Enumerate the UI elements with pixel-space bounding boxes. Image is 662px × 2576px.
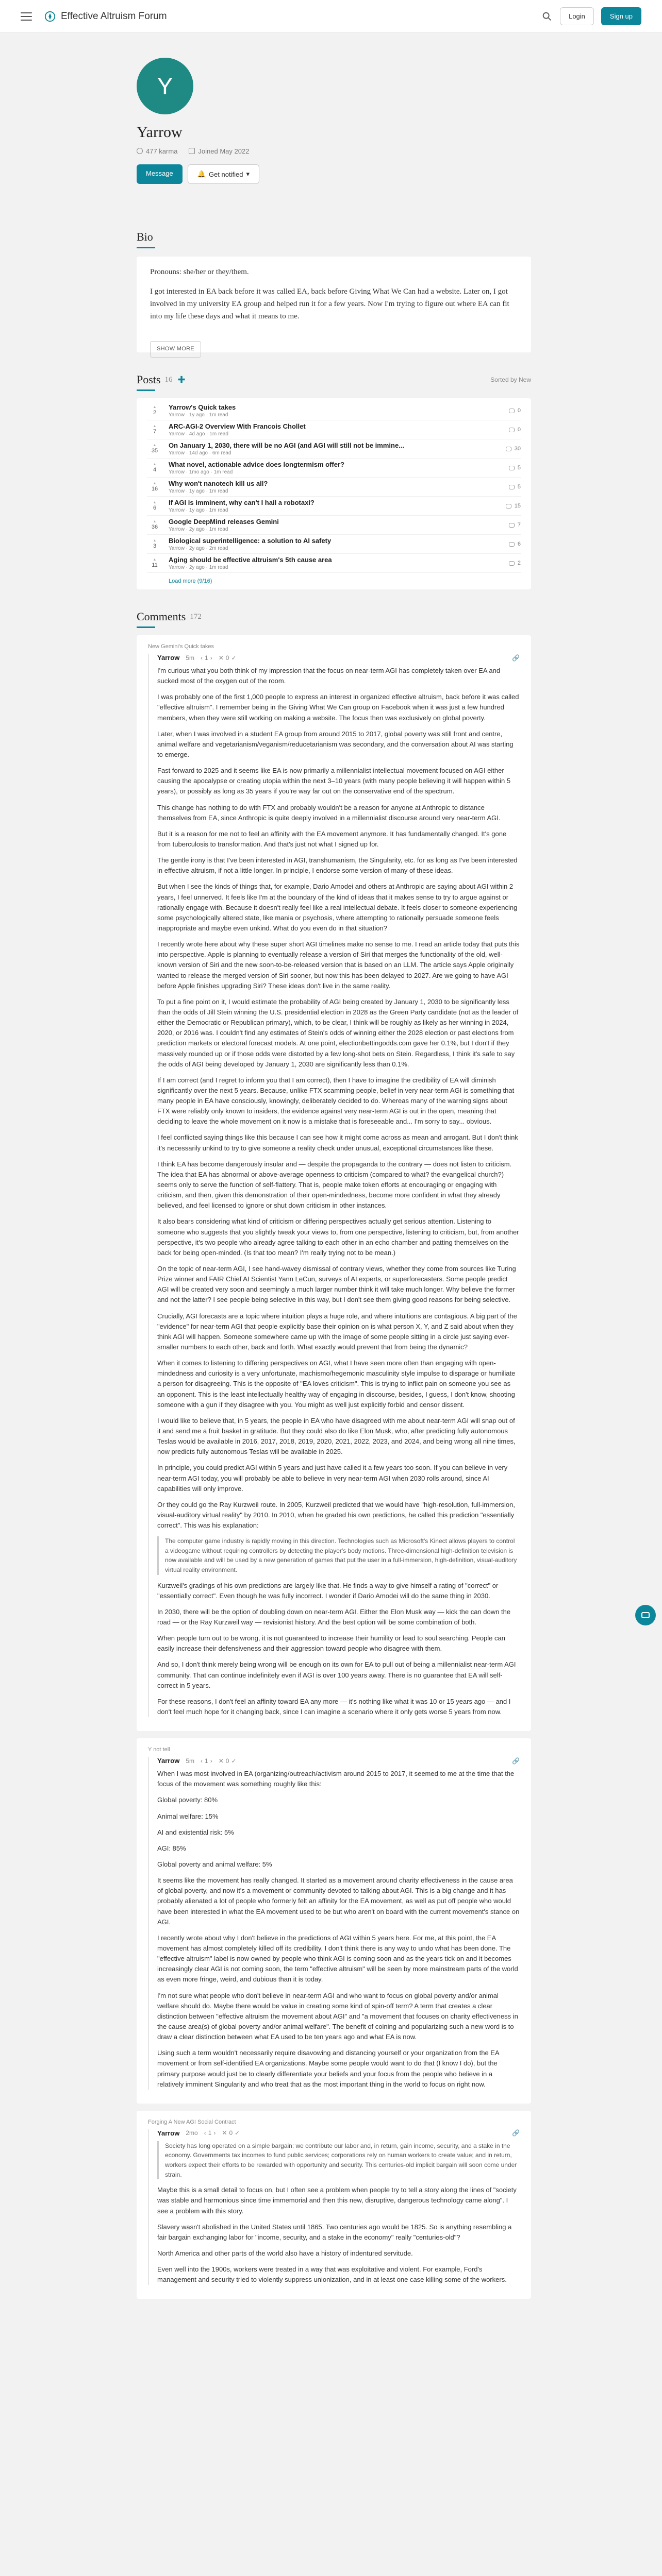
forum-logo-icon[interactable] bbox=[44, 11, 56, 22]
post-comment-count[interactable] bbox=[506, 446, 521, 452]
post-comment-count[interactable] bbox=[509, 427, 521, 433]
comment-header bbox=[157, 1757, 520, 1765]
permalink-icon[interactable]: 🔗 bbox=[512, 2129, 520, 2137]
agree-vote bbox=[219, 654, 237, 662]
comment-paragraph: Crucially, AGI forecasts are a topic where intuition plays a huge role, and where intuitions are contagious. A big part of the "evidence" for near-term AGI that people explicitly base their opinion on is what person X, Y, and Z said about when they think AGI will happen. Someone somewhere came up with the image of some people sitting in a circle just saying ever-smaller numbers to each other, back and forth. What exactly would prevent that from being the dynamic? bbox=[157, 1312, 517, 1351]
joined-text: Joined May 2022 bbox=[198, 147, 250, 155]
post-comment-count[interactable] bbox=[509, 465, 521, 471]
disagree-icon[interactable]: ✕ bbox=[218, 1757, 224, 1765]
comment-bubble-icon bbox=[509, 485, 515, 489]
comment-paragraph: It seems like the movement has really changed. It started as a movement around charity effectiveness in the cause area of global poverty, and now it's a movement or community devoted to talking about AGI. This is a big change and it has probably alienated a lot of people who formerly felt an affinity for the EA movement, as well as put off people who would have been interested in what the EA movement used to be but who aren't on board with the current movement's stance on AGI. bbox=[157, 1876, 520, 1926]
agree-vote bbox=[222, 2129, 240, 2137]
comment-paragraph: I feel conflicted saying things like this because I can see how it might come across as mean and arrogant. But I don't think it's necessarily unkind to try to give someone a reality check under unusual, exceptional circumstances like these. bbox=[157, 1133, 518, 1152]
comment-header bbox=[157, 2129, 520, 2137]
agree-vote-value: 0 bbox=[229, 2129, 233, 2137]
comment bbox=[148, 2129, 520, 2285]
comment-paragraph: I think EA has become dangerously insular and — despite the propaganda to the contrary — does not listen to criticism. The idea that EA has abnormal or above-average openness to criticism (compared to what? the evangelical church?) seems only to serve the function of self-flattery. That is, people make token efforts at encouraging or engaging with criticism, and then, given this demonstration of their open-mindedness, become more confident in what they already believed, and feel licensed to ignore or shut down criticism in other instances. bbox=[157, 1160, 512, 1210]
comment-paragraph: Using such a term wouldn't necessarily require disavowing and distancing yourself or your organization from the EA movement or from self-identified EA organizations. Maybe some people would want to do that (I know I do), but the primary purpose would just be to clearly differentiate your beliefs and your focus from the people who believe in a relatively imminent Singularity and who treat that as the most important thing in the world to focus on right now. bbox=[157, 2049, 499, 2088]
post-comment-count-value: 0 bbox=[517, 408, 521, 414]
comment-paragraph: And so, I don't think merely being wrong will be enough on its own for EA to pull out of being a millennialist near-term AGI community. That can continue indefinitely even if AGI is over 100 years away. There is no guarantee that EA will self-correct in 5 years. bbox=[157, 1660, 516, 1689]
permalink-icon[interactable]: 🔗 bbox=[512, 654, 520, 662]
post-karma[interactable] bbox=[147, 463, 162, 473]
comment-paragraph: Later, when I was involved in a student EA group from around 2015 to 2017, global poverty was still front and centre, animal welfare and vegetarianism/veganism/reducetarianism was secondary, and the conversation about AI was starting to emerge. bbox=[157, 730, 514, 758]
post-list bbox=[137, 398, 531, 589]
post-item[interactable] bbox=[147, 554, 521, 573]
post-meta: Yarrow · 1y ago · 1m read bbox=[169, 507, 228, 513]
comment-author[interactable]: Yarrow bbox=[157, 2129, 180, 2137]
post-karma-value: 36 bbox=[151, 523, 158, 530]
karma-icon bbox=[137, 148, 143, 154]
agree-vote-value: 0 bbox=[225, 654, 229, 662]
post-karma[interactable] bbox=[147, 539, 162, 549]
comment-quote: Society has long operated on a simple bargain: we contribute our labor and, in return, gain income, security, and a stake in the economy. Governments tax incomes to fund public services; corporations rely on human workers to create value; and in return, workers expect their efforts to be rewarded with opportunity and security. This centuries-old implicit bargain will soon come under strain. bbox=[157, 2141, 520, 2179]
bio-paragraph: Pronouns: she/her or they/them. bbox=[150, 268, 249, 276]
chat-icon bbox=[641, 1612, 650, 1618]
post-body bbox=[169, 518, 509, 532]
upvote-icon[interactable]: ▲ bbox=[153, 558, 157, 562]
joined-stat bbox=[189, 147, 249, 155]
comment-paragraph: When it comes to listening to differing perspectives on AGI, what I have seen more often than engaging with open-mindedness and curiosity is a very unfortunate, machismo/hegemonic masculinity style impulse to disparage or humiliate a person for disagreeing. This is the opposite of "EA loves criticism". This is trying to inflict pain on someone you see as an opponent. This is the least intellectually healthy way of engaging in discourse, besides, I guess, I don't know, shooting someone with a gun if they disagree with you. You might as well just explicitly forbid and censor dissent. bbox=[157, 1359, 516, 1409]
comment-paragraph: I would like to believe that, in 5 years, the people in EA who have disagreed with me about near-term AGI will snap out of it and send me a fruit basket in gratitude. But they could also do like Elon Musk, who, after predicting fully autonomous Teslas would be available in 2016, 2017, 2018, 2019, 2020, 2021, 2022, 2023, and 2024, and being wrong all nine times, now predicts fully autonomous Teslas will be available in 2025. bbox=[157, 1416, 516, 1456]
post-comment-count[interactable] bbox=[509, 484, 521, 490]
comment bbox=[148, 1757, 520, 2090]
agree-vote bbox=[219, 1757, 237, 1765]
karma-vote-value: 1 bbox=[205, 1757, 208, 1765]
comment-paragraph: In principle, you could predict AGI within 5 years and just have called it a few years too soon. If you can believe in very near-term AGI today, you will probably be able to believe in very near-term AGI when 2030 rolls around, since AI capabilities will only improve. bbox=[157, 1464, 508, 1493]
agree-icon[interactable]: ✓ bbox=[231, 1757, 237, 1765]
top-header bbox=[0, 0, 662, 33]
comment-thread bbox=[137, 2111, 531, 2299]
comment-bubble-icon bbox=[509, 561, 515, 566]
post-karma-value: 7 bbox=[153, 428, 157, 435]
post-meta: Yarrow · 1mo ago · 1m read bbox=[169, 469, 233, 475]
comment-author[interactable]: Yarrow bbox=[157, 1757, 180, 1765]
post-meta: Yarrow · 1y ago · 1m read bbox=[169, 488, 228, 494]
post-comment-count[interactable] bbox=[506, 503, 521, 509]
karma-vote bbox=[201, 654, 212, 662]
post-comment-count-value: 6 bbox=[517, 541, 521, 547]
thread-post-title[interactable]: New Gemini's Quick takes bbox=[148, 643, 214, 650]
message-button[interactable]: Message bbox=[137, 164, 183, 184]
upvote-icon[interactable]: ▲ bbox=[153, 405, 157, 410]
comments-count: 172 bbox=[190, 612, 202, 621]
posts-section bbox=[137, 373, 531, 589]
comment-paragraph: But it is a reason for me not to feel an affinity with the EA movement anymore. It has fundamentally changed. It's gone from tuberculosis to transformation. And that's just not what I signed up for. bbox=[157, 829, 507, 848]
comment-paragraph: AGI: 85% bbox=[157, 1844, 186, 1852]
comment-paragraph: To put a fine point on it, I would estimate the probability of AGI being created by January 1, 2030 to be significantly less than the odds of Jill Stein winning the U.S. presidential election in 2028 as the Green Party candidate (not as the leader of either the Democratic or Republican primary), which, to be clear, I think will be roughly as likely as her winning in 2024, 2020, or 2016 was. I couldn't find any estimates of Stein's odds of winning either the 2028 election or past elections from prediction markets or electoral forecast models. At one point, electionbettingodds.com gave her 0.1%, but I don't if they massively rounded up or if those odds were distorted by a few long-shot bets on Stein. Regardless, I think it's safe to say the odds of AGI being developed by January 1, 2030 are significantly less than 0.1%. bbox=[157, 997, 519, 1068]
post-meta: Yarrow · 4d ago · 1m read bbox=[169, 431, 228, 437]
vote-up-icon[interactable]: › bbox=[213, 2129, 216, 2137]
comment-body bbox=[157, 666, 520, 1717]
post-title[interactable]: Biological superintelligence: a solution to AI safety bbox=[169, 537, 332, 545]
comment-paragraph: When people turn out to be wrong, it is not guaranteed to increase their humility or lead to soul searching. People can easily increase their defensiveness and their aggression toward people who disagree with them. bbox=[157, 1634, 505, 1653]
upvote-icon[interactable]: ▲ bbox=[153, 482, 157, 486]
avatar: Y bbox=[137, 58, 193, 114]
post-karma[interactable] bbox=[147, 482, 162, 492]
add-post-icon[interactable]: ✚ bbox=[177, 374, 186, 385]
comment-bubble-icon bbox=[509, 428, 515, 432]
comment-paragraph: This change has nothing to do with FTX and probably wouldn't be a reason for anyone at Anthropic to distance themselves from EA, since Anthropic is quite deeply involved in a millennialist discourse around very near-term AGI. bbox=[157, 803, 501, 822]
post-karma-value: 4 bbox=[153, 466, 157, 473]
post-karma[interactable] bbox=[147, 558, 162, 568]
comment-paragraph: Or they could go the Ray Kurzweil route. In 2005, Kurzweil predicted that we would have "high-resolution, full-immersion, visual-auditory virtual reality" by 2010. In 2010, when he graded his own predictions, he called this prediction "essentially correct". This was his explanation: bbox=[157, 1500, 515, 1530]
post-comment-count-value: 0 bbox=[517, 427, 521, 433]
comment-age[interactable]: 5m bbox=[186, 654, 195, 662]
comment-age[interactable]: 5m bbox=[186, 1757, 195, 1765]
comments-title-underline bbox=[137, 626, 155, 628]
post-karma[interactable] bbox=[147, 520, 162, 530]
post-meta: Yarrow · 2y ago · 1m read bbox=[169, 527, 228, 532]
comment-body bbox=[157, 2141, 520, 2285]
thread-post-title[interactable]: Y not tell bbox=[148, 1747, 170, 1753]
comment-header bbox=[157, 654, 520, 662]
post-title[interactable]: Why won't nanotech kill us all? bbox=[169, 480, 268, 487]
sort-dropdown[interactable]: Sorted by New bbox=[490, 376, 531, 383]
comment-age[interactable]: 2mo bbox=[186, 2129, 198, 2137]
post-body bbox=[169, 480, 509, 494]
comment-paragraph: It also bears considering what kind of criticism or differing perspectives actually get serious attention. Listening to someone who suggests that you slightly tweak your views to, from one perspective, listening to criticism, but, from another perspective, it's two people who already agree talking to each other in an echo chamber and patting themselves on the back for being open-minded. (Is that too mean? I'm really trying not to be mean.) bbox=[157, 1217, 519, 1257]
calendar-icon bbox=[189, 148, 195, 154]
bio-card bbox=[137, 257, 531, 352]
profile-username: Yarrow bbox=[137, 124, 183, 141]
bio-title: Bio bbox=[137, 230, 153, 243]
posts-title-text: Posts bbox=[137, 373, 161, 386]
post-body bbox=[169, 461, 509, 475]
get-notified-label: Get notified bbox=[208, 170, 243, 178]
comment-paragraph: If I am correct (and I regret to inform you that I am correct), then I have to imagine the credibility of EA will diminish significantly over the next 5 years. Because, unlike FTX scamming people, belief in very near-term AGI is something that many people in EA have consciously, knowingly, deliberately decided to do. Whereas many of the warning signs about FTX were reliably only known to insiders, the evidence against very near-term AGI is out in the open, meaning that deciding to leave the whole movement on it now is a mistake that is foreseeable and... I'm sorry to say... obvious. bbox=[157, 1076, 515, 1126]
post-karma[interactable] bbox=[147, 425, 162, 435]
login-button[interactable]: Login bbox=[560, 7, 594, 25]
vote-up-icon[interactable]: › bbox=[210, 1757, 212, 1765]
comments-title bbox=[137, 610, 531, 623]
comment-paragraph: I'm curious what you both think of my impression that the focus on near-term AGI has completely taken over EA and sucked most of the oxygen out of the room. bbox=[157, 667, 501, 685]
comment-author[interactable]: Yarrow bbox=[157, 654, 180, 662]
karma-vote bbox=[201, 1757, 212, 1765]
post-comment-count-value: 2 bbox=[517, 560, 521, 566]
vote-down-icon[interactable]: ‹ bbox=[201, 1757, 203, 1765]
post-item[interactable] bbox=[147, 459, 521, 478]
upvote-icon[interactable]: ▲ bbox=[153, 463, 157, 467]
post-comment-count-value: 30 bbox=[514, 446, 521, 452]
main-column bbox=[137, 33, 531, 2299]
post-comment-count-value: 5 bbox=[517, 484, 521, 490]
post-body bbox=[169, 442, 506, 456]
post-title[interactable]: Aging should be effective altruism's 5th cause area bbox=[169, 556, 332, 564]
comment-paragraph: I was probably one of the first 1,000 people to express an interest in organized effective altruism, back before it was called "effective altruism". I remember being in the Giving What We Can group on Facebook when it was just a few hundred members, when they were still working on making a website. The focus then was exclusively on global poverty. bbox=[157, 693, 519, 722]
comment-quote: The computer game industry is rapidly moving in this direction. Technologies such as Microsoft's Kinect allows players to control a videogame without requiring controllers by detecting the player's body motions. Three-dimensional high-definition television is now available and will be used by a new generation of games that put the user in a full-immersion, high-definition, visual-auditory virtual reality environment. bbox=[157, 1536, 520, 1574]
post-comment-count[interactable] bbox=[509, 560, 521, 566]
upvote-icon[interactable]: ▲ bbox=[153, 425, 157, 429]
comment-paragraph: Global poverty: 80% bbox=[157, 1796, 218, 1804]
comment-thread bbox=[137, 635, 531, 1731]
post-item[interactable] bbox=[147, 401, 521, 420]
brand-name[interactable]: Effective Altruism Forum bbox=[61, 10, 167, 22]
disagree-icon[interactable]: ✕ bbox=[218, 654, 224, 662]
post-item[interactable] bbox=[147, 420, 521, 439]
karma-stat bbox=[137, 147, 177, 155]
post-body bbox=[169, 499, 506, 513]
post-title[interactable]: If AGI is imminent, why can't I hail a robotaxi? bbox=[169, 499, 315, 506]
comment-paragraph: On the topic of near-term AGI, I see hand-wavey dismissal of contrary views, whether they come from sources like Turing Prize winner and FAIR Chief AI Scientist Yann LeCun, surveys of AI experts, or superforecasters. Some people predict AGI will be created very soon and seemingly a much larger number think it will take much longer. Why believe the former and not the latter? I see people being selective in this way, but I don't see them giving good reasons for being selective. bbox=[157, 1265, 516, 1304]
upvote-icon[interactable]: ▲ bbox=[153, 520, 157, 524]
comment-paragraph: But when I see the kinds of things that, for example, Dario Amodei and others at Anthropic are saying about AGI within 2 years, I feel unnerved. It feels like I'm at the boundary of the kind of ideas that it makes sense to try to argue against or rationally engage with. Because it doesn't really feel like a real intellectual debate. It feels closer to someone experiencing some psychologically altered state, like mania or psychosis, where attempting to rationally persuade someone feels inappropriate and maybe even unkind. What do you even do in that situation? bbox=[157, 883, 518, 932]
vote-down-icon[interactable]: ‹ bbox=[201, 654, 203, 662]
agree-icon[interactable]: ✓ bbox=[231, 654, 237, 662]
bio-paragraph: I got interested in EA back before it was called EA, back before Giving What We Can had a website. Later on, I got involved in my university EA group and helped run it for a few years. Now I'm trying to figure out where EA can fit into my life these days and what it means to me. bbox=[150, 287, 509, 320]
post-comment-count-value: 7 bbox=[517, 522, 521, 528]
post-body bbox=[169, 422, 509, 437]
profile-section bbox=[137, 33, 531, 184]
post-item[interactable] bbox=[147, 516, 521, 535]
post-karma-value: 11 bbox=[152, 562, 158, 568]
post-meta: Yarrow · 14d ago · 6m read bbox=[169, 450, 231, 456]
comment-paragraph: The gentle irony is that I've been interested in AGI, transhumanism, the Singularity, etc. for as long as I've been interested in effective altruism, if not a little longer. In principle, I endorse some version of many of these ideas. bbox=[157, 856, 518, 875]
posts-title bbox=[137, 373, 172, 386]
comment-paragraph: In 2030, there will be the option of doubling down on near-term AGI. Either the Elon Musk way — kick the can down the road — or the Ray Kurzweil way — revisionist history. And the best option will be some combination of both. bbox=[157, 1607, 511, 1626]
post-comment-count[interactable] bbox=[509, 522, 521, 528]
post-meta: Yarrow · 2y ago · 2m read bbox=[169, 546, 228, 551]
post-karma-value: 16 bbox=[151, 485, 158, 492]
comment-bubble-icon bbox=[509, 466, 515, 470]
comment-threads bbox=[137, 635, 531, 2299]
upvote-icon[interactable]: ▲ bbox=[153, 501, 157, 505]
comment-bubble-icon bbox=[509, 542, 515, 547]
comments-title-text: Comments bbox=[137, 610, 186, 623]
chat-widget-button[interactable] bbox=[635, 1605, 656, 1625]
comment-paragraph: For these reasons, I don't feel an affinity toward EA any more — it's nothing like what it was 10 or 15 years ago — and I don't feel much hope for it changing back, since I can imagine a scenario where it only gets worse 5 years from now. bbox=[157, 1697, 511, 1716]
post-title[interactable]: On January 1, 2030, there will be no AGI (and AGI will still not be immine... bbox=[169, 442, 405, 449]
comment-paragraph: Kurzweil's gradings of his own predictions are largely like that. He finds a way to give himself a rating of "correct" or "essentially correct". Even though he was fully incorrect. I wonder if Dario Amodei will do the same thing in 2030. bbox=[157, 1581, 499, 1600]
comment-paragraph: Animal welfare: 15% bbox=[157, 1812, 219, 1820]
comment-bubble-icon bbox=[509, 523, 515, 528]
comment-body bbox=[157, 1769, 520, 2090]
agree-icon[interactable]: ✓ bbox=[235, 2129, 240, 2137]
karma-vote bbox=[204, 2129, 216, 2137]
comment-paragraph: I recently wrote about why I don't believe in the predictions of AGI within 5 years here. For me, at this point, the EA movement has almost completely killed off its credibility. I don't think there is any way to undo what has been done. The "effective altruism" label is now owned by people who think AGI is coming soon and as the years tick on and it becomes increasingly clear AGI is not coming soon, the term "effective altruism" will be seen by more mainstream parts of the world as even more fringe, weird, and dubious than it is today. bbox=[157, 1934, 518, 1984]
post-item[interactable] bbox=[147, 535, 521, 554]
comment bbox=[148, 654, 520, 1717]
search-icon[interactable] bbox=[541, 11, 553, 22]
post-karma[interactable] bbox=[147, 405, 162, 416]
comment-paragraph: I recently wrote here about why these super short AGI timelines make no sense to me. I read an article today that puts this into perspective. Apple is planning to eventually release a version of Siri that merges the functionality of the old, well-known version of Siri and the new soon-to-be-released version that is based on an LLM. The article says Apple originally wanted to release the merged version of Siri sooner, but now this has been delayed to 2027. Are we going to have AGI before Apple finishes upgrading Siri? These ideas don't live in the same reality. bbox=[157, 940, 520, 990]
hamburger-menu-icon[interactable] bbox=[21, 12, 32, 21]
post-comment-count[interactable] bbox=[509, 541, 521, 547]
post-comment-count-value: 5 bbox=[517, 465, 521, 471]
post-title[interactable]: ARC-AGI-2 Overview With Francois Chollet bbox=[169, 422, 306, 430]
comment-paragraph: I'm not sure what people who don't believe in near-term AGI and who want to focus on global poverty and/or animal welfare should do. Maybe there would be value in creating some kind of spin-off term? A term that creates a clear distinction between "effective altruism the movement about AGI" and "a movement that focuses on charity effectiveness in the cause area(s) of global poverty and/or animal welfare". The benefit of coining and popularizing such a new word is to draw a clear distinction between what EA used to be ten years ago and what EA is now. bbox=[157, 1991, 518, 2041]
post-title[interactable]: Yarrow's Quick takes bbox=[169, 403, 236, 411]
post-meta: Yarrow · 2y ago · 1m read bbox=[169, 565, 228, 570]
karma-vote-value: 1 bbox=[205, 654, 208, 662]
comment-paragraph: North America and other parts of the world also have a history of indentured servitude. bbox=[157, 2249, 413, 2257]
post-title[interactable]: What novel, actionable advice does longtermism offer? bbox=[169, 461, 344, 468]
karma-vote-value: 1 bbox=[208, 2129, 212, 2137]
bio-title-underline bbox=[137, 247, 155, 248]
post-title[interactable]: Google DeepMind releases Gemini bbox=[169, 518, 279, 526]
post-body bbox=[169, 556, 509, 570]
comment-paragraph: Maybe this is a small detail to focus on, but I often see a problem when people try to tell a story along the lines of "society was stable and harmonious since time immemorial and then this new, disruptive, dangerous technology came along". I see a problem with this story. bbox=[157, 2186, 517, 2215]
upvote-icon[interactable]: ▲ bbox=[153, 444, 157, 448]
comment-paragraph: AI and existential risk: 5% bbox=[157, 1828, 234, 1836]
post-comment-count-value: 15 bbox=[514, 503, 521, 509]
comment-paragraph: Fast forward to 2025 and it seems like EA is now primarily a millennialist intellectual movement focused on AGI either causing the apocalypse or creating utopia within the next 3–10 years (with many people believing it will happen within 5 years), or possibly as long as 35 years if you're way far out on the conservative end of the spectrum. bbox=[157, 767, 511, 795]
post-meta: Yarrow · 1y ago · 1m read bbox=[169, 412, 228, 418]
comment-paragraph: Global poverty and animal welfare: 5% bbox=[157, 1860, 272, 1869]
posts-count: 16 bbox=[164, 375, 173, 384]
disagree-icon[interactable]: ✕ bbox=[222, 2129, 227, 2137]
post-karma-value: 35 bbox=[151, 447, 158, 454]
agree-vote-value: 0 bbox=[225, 1757, 229, 1765]
get-notified-button[interactable] bbox=[188, 164, 259, 184]
post-item[interactable] bbox=[147, 478, 521, 497]
comment-bubble-icon bbox=[506, 504, 511, 509]
comment-paragraph: Slavery wasn't abolished in the United States until 1865. Two centuries ago would be 1825. So is anything resembling a fair bargain exchanging labor for "income, security, and a stake in the economy" really "centuries-old"? bbox=[157, 2223, 512, 2241]
comment-paragraph: Even well into the 1900s, workers were treated in a way that was exploitative and violent. For example, Ford's management and security tried to violently suppress unionization, and in at least one case killing some of the workers. bbox=[157, 2265, 507, 2284]
post-karma-value: 3 bbox=[153, 543, 157, 549]
bio-section bbox=[137, 230, 531, 352]
comment-bubble-icon bbox=[509, 409, 515, 413]
chevron-down-icon: ▾ bbox=[246, 170, 250, 178]
post-body bbox=[169, 537, 509, 551]
comments-section bbox=[137, 610, 531, 2299]
vote-down-icon[interactable]: ‹ bbox=[204, 2129, 206, 2137]
post-karma-value: 2 bbox=[153, 409, 157, 416]
permalink-icon[interactable]: 🔗 bbox=[512, 1757, 520, 1765]
comment-thread bbox=[137, 1738, 531, 2104]
vote-up-icon[interactable]: › bbox=[210, 654, 212, 662]
post-comment-count[interactable] bbox=[509, 408, 521, 414]
post-karma[interactable] bbox=[147, 444, 162, 454]
comment-paragraph: When I was most involved in EA (organizing/outreach/activism around 2015 to 2017, it seemed to me at the time that the focus of the movement was something roughly like this: bbox=[157, 1770, 515, 1788]
load-more-posts-link[interactable]: Load more (9/16) bbox=[169, 578, 212, 584]
post-karma-value: 6 bbox=[153, 504, 157, 511]
posts-title-underline bbox=[137, 389, 155, 391]
comment-bubble-icon bbox=[506, 447, 511, 451]
post-body bbox=[169, 403, 509, 418]
thread-post-title[interactable]: Forging A New AGI Social Contract bbox=[148, 2119, 236, 2125]
karma-text: 477 karma bbox=[146, 147, 178, 155]
signup-button[interactable]: Sign up bbox=[601, 7, 641, 25]
show-more-button[interactable]: SHOW MORE bbox=[150, 341, 201, 358]
bell-icon: 🔔 bbox=[197, 170, 206, 178]
post-item[interactable] bbox=[147, 439, 521, 459]
post-item[interactable] bbox=[147, 497, 521, 516]
post-karma[interactable] bbox=[147, 501, 162, 511]
upvote-icon[interactable]: ▲ bbox=[153, 539, 157, 543]
